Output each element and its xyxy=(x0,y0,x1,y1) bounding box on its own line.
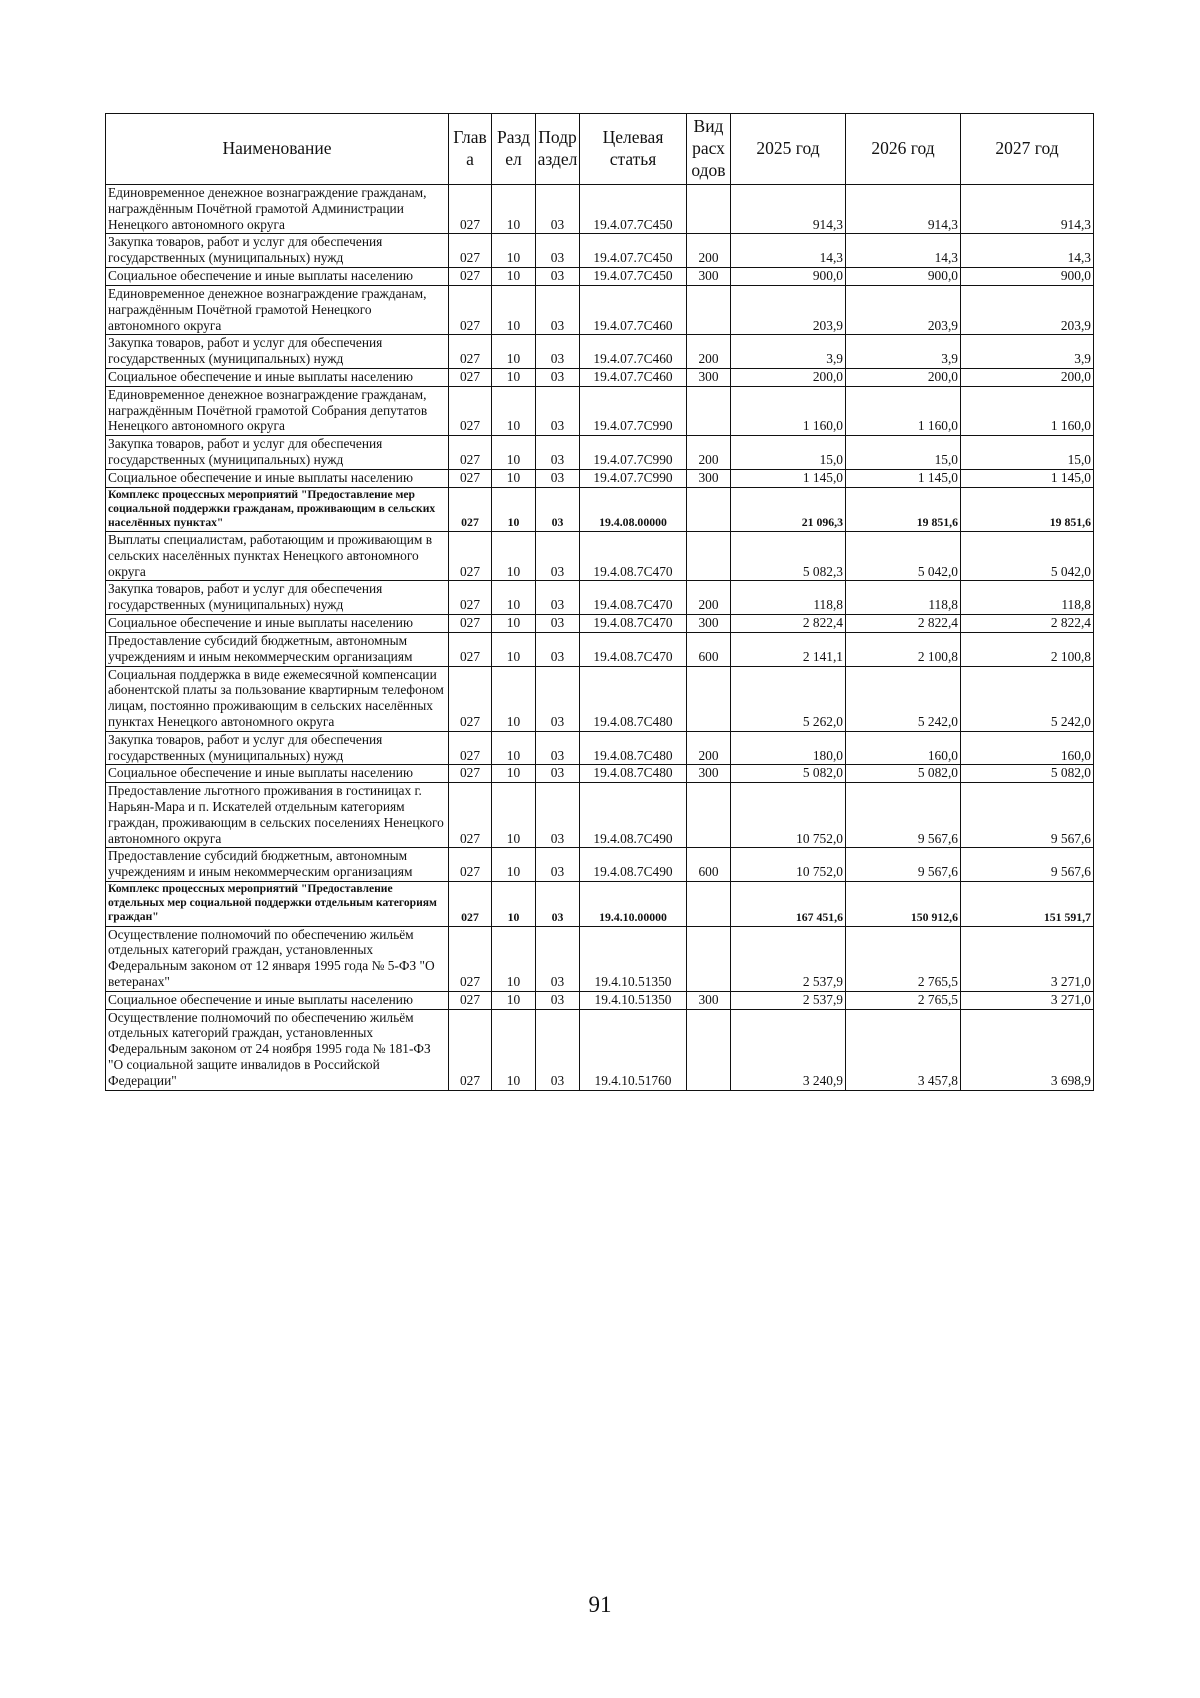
cell-amount-2027: 2 100,8 xyxy=(961,632,1094,666)
cell-expense-type: 200 xyxy=(687,731,731,765)
cell-amount-2027: 5 082,0 xyxy=(961,765,1094,783)
cell-subsection: 03 xyxy=(536,991,580,1009)
cell-amount-2027: 3 271,0 xyxy=(961,926,1094,991)
cell-section: 10 xyxy=(492,487,536,531)
cell-target-article: 19.4.08.7С470 xyxy=(580,532,687,581)
cell-expense-type xyxy=(687,487,731,531)
cell-amount-2025: 3,9 xyxy=(731,335,846,369)
cell-name: Социальное обеспечение и иные выплаты населению xyxy=(106,615,449,633)
cell-section: 10 xyxy=(492,615,536,633)
cell-section: 10 xyxy=(492,731,536,765)
cell-name: Закупка товаров, работ и услуг для обеспечения государственных (муниципальных) нужд xyxy=(106,436,449,470)
cell-target-article: 19.4.10.51760 xyxy=(580,1009,687,1090)
cell-subsection: 03 xyxy=(536,487,580,531)
cell-name: Социальное обеспечение и иные выплаты населению xyxy=(106,268,449,286)
cell-chapter: 027 xyxy=(449,615,492,633)
table-row xyxy=(106,335,1094,369)
header-name: Наименование xyxy=(106,114,449,185)
cell-chapter: 027 xyxy=(449,469,492,487)
budget-table xyxy=(105,113,1094,1091)
cell-target-article: 19.4.07.7С990 xyxy=(580,386,687,435)
cell-expense-type xyxy=(687,1009,731,1090)
cell-amount-2025: 167 451,6 xyxy=(731,882,846,926)
cell-name: Социальное обеспечение и иные выплаты населению xyxy=(106,765,449,783)
cell-expense-type xyxy=(687,783,731,848)
cell-amount-2025: 180,0 xyxy=(731,731,846,765)
table-row xyxy=(106,882,1094,926)
cell-amount-2027: 3 271,0 xyxy=(961,991,1094,1009)
cell-section: 10 xyxy=(492,532,536,581)
cell-chapter: 027 xyxy=(449,926,492,991)
cell-subsection: 03 xyxy=(536,615,580,633)
cell-chapter: 027 xyxy=(449,268,492,286)
cell-name: Социальное обеспечение и иные выплаты населению xyxy=(106,991,449,1009)
cell-section: 10 xyxy=(492,666,536,731)
cell-name: Комплекс процессных мероприятий "Предоставление отдельных мер социальной поддержки отдельным категориям граждан" xyxy=(106,882,449,926)
cell-section: 10 xyxy=(492,285,536,334)
cell-name: Социальное обеспечение и иные выплаты населению xyxy=(106,469,449,487)
cell-amount-2027: 914,3 xyxy=(961,185,1094,234)
cell-amount-2025: 1 145,0 xyxy=(731,469,846,487)
cell-amount-2027: 1 145,0 xyxy=(961,469,1094,487)
cell-target-article: 19.4.08.7С470 xyxy=(580,632,687,666)
cell-expense-type: 300 xyxy=(687,469,731,487)
cell-chapter: 027 xyxy=(449,386,492,435)
cell-section: 10 xyxy=(492,469,536,487)
page-number: 91 xyxy=(588,1592,612,1617)
cell-chapter: 027 xyxy=(449,1009,492,1090)
table-row xyxy=(106,731,1094,765)
table-row xyxy=(106,436,1094,470)
cell-chapter: 027 xyxy=(449,285,492,334)
cell-amount-2026: 2 822,4 xyxy=(846,615,961,633)
cell-name: Предоставление льготного проживания в гостиницах г. Нарьян-Мара и п. Искателей отдельным категориям граждан, проживающим в сельских поселениях Ненецкого автономного округа xyxy=(106,783,449,848)
cell-subsection: 03 xyxy=(536,469,580,487)
table-row xyxy=(106,848,1094,882)
cell-expense-type: 200 xyxy=(687,436,731,470)
cell-subsection: 03 xyxy=(536,386,580,435)
cell-amount-2025: 14,3 xyxy=(731,234,846,268)
table-row xyxy=(106,285,1094,334)
cell-name: Социальное обеспечение и иные выплаты населению xyxy=(106,368,449,386)
cell-amount-2026: 118,8 xyxy=(846,581,961,615)
table-header-row xyxy=(106,114,1094,185)
cell-expense-type xyxy=(687,926,731,991)
cell-expense-type: 300 xyxy=(687,268,731,286)
cell-amount-2025: 200,0 xyxy=(731,368,846,386)
cell-name: Осуществление полномочий по обеспечению жильём отдельных категорий граждан, установленных Федеральным законом от 24 ноября 1995 года № 181-ФЗ "О социальной защите инвалидов в Российской Федерации" xyxy=(106,1009,449,1090)
table-row xyxy=(106,926,1094,991)
table-row xyxy=(106,368,1094,386)
cell-amount-2025: 914,3 xyxy=(731,185,846,234)
cell-subsection: 03 xyxy=(536,765,580,783)
cell-expense-type: 600 xyxy=(687,632,731,666)
cell-amount-2027: 151 591,7 xyxy=(961,882,1094,926)
cell-subsection: 03 xyxy=(536,1009,580,1090)
cell-target-article: 19.4.10.51350 xyxy=(580,926,687,991)
cell-expense-type: 200 xyxy=(687,581,731,615)
cell-section: 10 xyxy=(492,632,536,666)
cell-subsection: 03 xyxy=(536,848,580,882)
cell-amount-2025: 5 082,0 xyxy=(731,765,846,783)
cell-expense-type: 300 xyxy=(687,765,731,783)
header-year-2025: 2025 год xyxy=(731,114,846,185)
cell-expense-type: 200 xyxy=(687,335,731,369)
cell-target-article: 19.4.08.7С480 xyxy=(580,731,687,765)
table-row xyxy=(106,991,1094,1009)
cell-chapter: 027 xyxy=(449,581,492,615)
cell-section: 10 xyxy=(492,991,536,1009)
cell-expense-type xyxy=(687,532,731,581)
cell-target-article: 19.4.07.7С460 xyxy=(580,285,687,334)
cell-amount-2025: 5 082,3 xyxy=(731,532,846,581)
cell-name: Закупка товаров, работ и услуг для обеспечения государственных (муниципальных) нужд xyxy=(106,335,449,369)
cell-expense-type xyxy=(687,386,731,435)
cell-section: 10 xyxy=(492,368,536,386)
cell-subsection: 03 xyxy=(536,581,580,615)
cell-amount-2026: 203,9 xyxy=(846,285,961,334)
cell-amount-2027: 1 160,0 xyxy=(961,386,1094,435)
cell-target-article: 19.4.08.7С480 xyxy=(580,765,687,783)
cell-expense-type: 300 xyxy=(687,368,731,386)
cell-subsection: 03 xyxy=(536,882,580,926)
cell-name: Закупка товаров, работ и услуг для обеспечения государственных (муниципальных) нужд xyxy=(106,581,449,615)
cell-amount-2026: 1 160,0 xyxy=(846,386,961,435)
table-row xyxy=(106,234,1094,268)
cell-chapter: 027 xyxy=(449,335,492,369)
cell-amount-2025: 2 141,1 xyxy=(731,632,846,666)
cell-target-article: 19.4.07.7С450 xyxy=(580,268,687,286)
cell-target-article: 19.4.08.7С490 xyxy=(580,783,687,848)
cell-amount-2027: 2 822,4 xyxy=(961,615,1094,633)
cell-target-article: 19.4.07.7С460 xyxy=(580,335,687,369)
cell-section: 10 xyxy=(492,185,536,234)
table-body xyxy=(106,185,1094,1091)
cell-amount-2027: 9 567,6 xyxy=(961,848,1094,882)
cell-amount-2026: 2 100,8 xyxy=(846,632,961,666)
cell-amount-2025: 2 537,9 xyxy=(731,991,846,1009)
cell-amount-2026: 9 567,6 xyxy=(846,783,961,848)
cell-amount-2027: 9 567,6 xyxy=(961,783,1094,848)
cell-amount-2025: 5 262,0 xyxy=(731,666,846,731)
cell-amount-2027: 5 042,0 xyxy=(961,532,1094,581)
cell-expense-type: 600 xyxy=(687,848,731,882)
cell-target-article: 19.4.08.7С470 xyxy=(580,581,687,615)
cell-expense-type xyxy=(687,666,731,731)
cell-chapter: 027 xyxy=(449,882,492,926)
cell-amount-2026: 19 851,6 xyxy=(846,487,961,531)
cell-amount-2027: 200,0 xyxy=(961,368,1094,386)
cell-subsection: 03 xyxy=(536,532,580,581)
cell-amount-2026: 5 242,0 xyxy=(846,666,961,731)
cell-subsection: 03 xyxy=(536,368,580,386)
cell-target-article: 19.4.07.7С990 xyxy=(580,436,687,470)
table-row xyxy=(106,185,1094,234)
cell-amount-2025: 900,0 xyxy=(731,268,846,286)
cell-section: 10 xyxy=(492,386,536,435)
cell-amount-2027: 15,0 xyxy=(961,436,1094,470)
cell-section: 10 xyxy=(492,926,536,991)
cell-section: 10 xyxy=(492,436,536,470)
table-row xyxy=(106,487,1094,531)
cell-amount-2025: 203,9 xyxy=(731,285,846,334)
cell-chapter: 027 xyxy=(449,234,492,268)
cell-subsection: 03 xyxy=(536,436,580,470)
cell-expense-type: 300 xyxy=(687,991,731,1009)
table-row xyxy=(106,765,1094,783)
cell-chapter: 027 xyxy=(449,532,492,581)
cell-amount-2025: 10 752,0 xyxy=(731,848,846,882)
table-row xyxy=(106,632,1094,666)
cell-target-article: 19.4.08.7С470 xyxy=(580,615,687,633)
cell-target-article: 19.4.08.7С490 xyxy=(580,848,687,882)
cell-chapter: 027 xyxy=(449,666,492,731)
cell-section: 10 xyxy=(492,882,536,926)
cell-name: Единовременное денежное вознаграждение гражданам, награждённым Почётной грамотой Собрания депутатов Ненецкого автономного округа xyxy=(106,386,449,435)
cell-name: Закупка товаров, работ и услуг для обеспечения государственных (муниципальных) нужд xyxy=(106,731,449,765)
cell-section: 10 xyxy=(492,581,536,615)
cell-amount-2026: 3 457,8 xyxy=(846,1009,961,1090)
cell-expense-type: 300 xyxy=(687,615,731,633)
cell-amount-2026: 5 082,0 xyxy=(846,765,961,783)
table-row xyxy=(106,581,1094,615)
cell-amount-2026: 2 765,5 xyxy=(846,926,961,991)
cell-amount-2027: 118,8 xyxy=(961,581,1094,615)
cell-target-article: 19.4.07.7С460 xyxy=(580,368,687,386)
cell-target-article: 19.4.10.51350 xyxy=(580,991,687,1009)
cell-amount-2027: 3,9 xyxy=(961,335,1094,369)
cell-name: Комплекс процессных мероприятий "Предоставление мер социальной поддержки гражданам, проживающим в сельских населённых пунктах" xyxy=(106,487,449,531)
cell-target-article: 19.4.07.7С450 xyxy=(580,185,687,234)
table-row xyxy=(106,615,1094,633)
cell-amount-2026: 5 042,0 xyxy=(846,532,961,581)
cell-target-article: 19.4.08.00000 xyxy=(580,487,687,531)
cell-amount-2025: 1 160,0 xyxy=(731,386,846,435)
cell-section: 10 xyxy=(492,783,536,848)
cell-expense-type xyxy=(687,185,731,234)
cell-amount-2026: 14,3 xyxy=(846,234,961,268)
cell-section: 10 xyxy=(492,765,536,783)
cell-chapter: 027 xyxy=(449,783,492,848)
cell-amount-2026: 3,9 xyxy=(846,335,961,369)
cell-subsection: 03 xyxy=(536,632,580,666)
cell-subsection: 03 xyxy=(536,783,580,848)
table-row xyxy=(106,666,1094,731)
budget-table-container xyxy=(105,113,1093,1091)
cell-amount-2026: 9 567,6 xyxy=(846,848,961,882)
cell-expense-type xyxy=(687,285,731,334)
cell-amount-2026: 1 145,0 xyxy=(846,469,961,487)
cell-section: 10 xyxy=(492,1009,536,1090)
cell-amount-2025: 15,0 xyxy=(731,436,846,470)
cell-amount-2025: 118,8 xyxy=(731,581,846,615)
cell-chapter: 027 xyxy=(449,991,492,1009)
table-row xyxy=(106,386,1094,435)
cell-amount-2027: 160,0 xyxy=(961,731,1094,765)
cell-chapter: 027 xyxy=(449,731,492,765)
cell-amount-2027: 900,0 xyxy=(961,268,1094,286)
cell-chapter: 027 xyxy=(449,848,492,882)
cell-name: Социальная поддержка в виде ежемесячной компенсации абонентской платы за пользование квартирным телефоном лицам, постоянно проживающим в сельских населённых пунктах Ненецкого автономного округа xyxy=(106,666,449,731)
cell-amount-2026: 150 912,6 xyxy=(846,882,961,926)
cell-subsection: 03 xyxy=(536,185,580,234)
cell-target-article: 19.4.10.00000 xyxy=(580,882,687,926)
cell-subsection: 03 xyxy=(536,285,580,334)
table-row xyxy=(106,1009,1094,1090)
header-target-article: Целевая статья xyxy=(580,114,687,185)
cell-section: 10 xyxy=(492,848,536,882)
cell-target-article: 19.4.07.7С450 xyxy=(580,234,687,268)
header-section: Разд ел xyxy=(492,114,536,185)
cell-subsection: 03 xyxy=(536,666,580,731)
cell-subsection: 03 xyxy=(536,335,580,369)
cell-amount-2025: 2 822,4 xyxy=(731,615,846,633)
cell-name: Закупка товаров, работ и услуг для обеспечения государственных (муниципальных) нужд xyxy=(106,234,449,268)
cell-amount-2027: 203,9 xyxy=(961,285,1094,334)
cell-amount-2026: 200,0 xyxy=(846,368,961,386)
table-row xyxy=(106,469,1094,487)
cell-section: 10 xyxy=(492,268,536,286)
cell-amount-2025: 3 240,9 xyxy=(731,1009,846,1090)
cell-amount-2027: 3 698,9 xyxy=(961,1009,1094,1090)
cell-subsection: 03 xyxy=(536,268,580,286)
cell-subsection: 03 xyxy=(536,731,580,765)
cell-name: Предоставление субсидий бюджетным, автономным учреждениям и иным некоммерческим организациям xyxy=(106,848,449,882)
cell-amount-2026: 15,0 xyxy=(846,436,961,470)
cell-amount-2027: 14,3 xyxy=(961,234,1094,268)
cell-amount-2025: 2 537,9 xyxy=(731,926,846,991)
cell-chapter: 027 xyxy=(449,368,492,386)
cell-expense-type xyxy=(687,882,731,926)
table-row xyxy=(106,783,1094,848)
cell-amount-2026: 914,3 xyxy=(846,185,961,234)
cell-amount-2025: 21 096,3 xyxy=(731,487,846,531)
cell-amount-2026: 2 765,5 xyxy=(846,991,961,1009)
cell-chapter: 027 xyxy=(449,765,492,783)
cell-chapter: 027 xyxy=(449,185,492,234)
cell-name: Единовременное денежное вознаграждение гражданам, награждённым Почётной грамотой Ненецкого автономного округа xyxy=(106,285,449,334)
header-expense-type: Вид расх одов xyxy=(687,114,731,185)
cell-target-article: 19.4.07.7С990 xyxy=(580,469,687,487)
cell-section: 10 xyxy=(492,234,536,268)
header-year-2026: 2026 год xyxy=(846,114,961,185)
cell-amount-2027: 19 851,6 xyxy=(961,487,1094,531)
cell-chapter: 027 xyxy=(449,632,492,666)
cell-subsection: 03 xyxy=(536,926,580,991)
header-year-2027: 2027 год xyxy=(961,114,1094,185)
cell-subsection: 03 xyxy=(536,234,580,268)
cell-name: Выплаты специалистам, работающим и проживающим в сельских населённых пунктах Ненецкого автономного округа xyxy=(106,532,449,581)
cell-chapter: 027 xyxy=(449,436,492,470)
header-chapter: Глав а xyxy=(449,114,492,185)
cell-amount-2027: 5 242,0 xyxy=(961,666,1094,731)
cell-amount-2026: 900,0 xyxy=(846,268,961,286)
cell-section: 10 xyxy=(492,335,536,369)
cell-amount-2026: 160,0 xyxy=(846,731,961,765)
header-subsection: Подр аздел xyxy=(536,114,580,185)
cell-name: Предоставление субсидий бюджетным, автономным учреждениям и иным некоммерческим организациям xyxy=(106,632,449,666)
cell-chapter: 027 xyxy=(449,487,492,531)
table-row xyxy=(106,268,1094,286)
cell-expense-type: 200 xyxy=(687,234,731,268)
table-row xyxy=(106,532,1094,581)
cell-target-article: 19.4.08.7С480 xyxy=(580,666,687,731)
cell-amount-2025: 10 752,0 xyxy=(731,783,846,848)
cell-name: Единовременное денежное вознаграждение гражданам, награждённым Почётной грамотой Администрации Ненецкого автономного округа xyxy=(106,185,449,234)
cell-name: Осуществление полномочий по обеспечению жильём отдельных категорий граждан, установленных Федеральным законом от 12 января 1995 года № 5-ФЗ "О ветеранах" xyxy=(106,926,449,991)
